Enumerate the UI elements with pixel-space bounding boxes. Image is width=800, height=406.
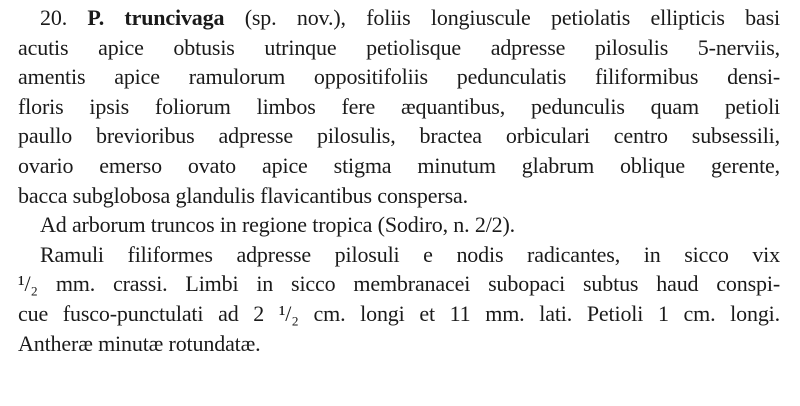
document-page	[0, 3, 800, 406]
entry-text-line: (sp. nov.), foliis longiuscule petiolatis ellipticis basi	[244, 5, 780, 30]
entry-heading-line	[18, 3, 780, 33]
description-line: ¹/₂ mm. crassi. Limbi in sicco membranacei subopaci subtus haud conspi-	[18, 271, 780, 297]
entry-number: 20.	[40, 5, 68, 30]
entry-text-line: acutis apice obtusis utrinque petiolisque adpresse pilosulis 5-nerviis,	[18, 34, 780, 60]
entry-text-line: bacca subglobosa glandulis flavicantibus conspersa.	[18, 182, 468, 208]
entry-text-line: paullo brevioribus adpresse pilosulis, bractea orbiculari centro subsessili,	[18, 123, 780, 149]
entry-text-line: floris ipsis foliorum limbos fere æquantibus, pedunculis quam petioli	[18, 93, 780, 119]
entry-genus: P.	[87, 5, 105, 30]
description-line: Antheræ minutæ rotundatæ.	[18, 330, 261, 356]
description-line: Ramuli filiformes adpresse pilosuli e nodis radicantes, in sicco vix	[40, 241, 780, 267]
description-paragraph	[18, 240, 780, 358]
description-line: cue fusco-punctulati ad 2 ¹/₂ cm. longi et 11 mm. lati. Petioli 1 cm. longi.	[18, 300, 780, 326]
entry-text-line: ovario emerso ovato apice stigma minutum glabrum oblique gerente,	[18, 152, 780, 178]
entry-species-name: truncivaga	[124, 5, 225, 30]
habitat-paragraph	[18, 210, 780, 240]
habitat-text: Ad arborum truncos in regione tropica (Sodiro, n. 2/2).	[40, 212, 516, 238]
entry-text-line: amentis apice ramulorum oppositifoliis pedunculatis filiformibus densi-	[18, 64, 780, 90]
species-entry	[18, 3, 780, 210]
